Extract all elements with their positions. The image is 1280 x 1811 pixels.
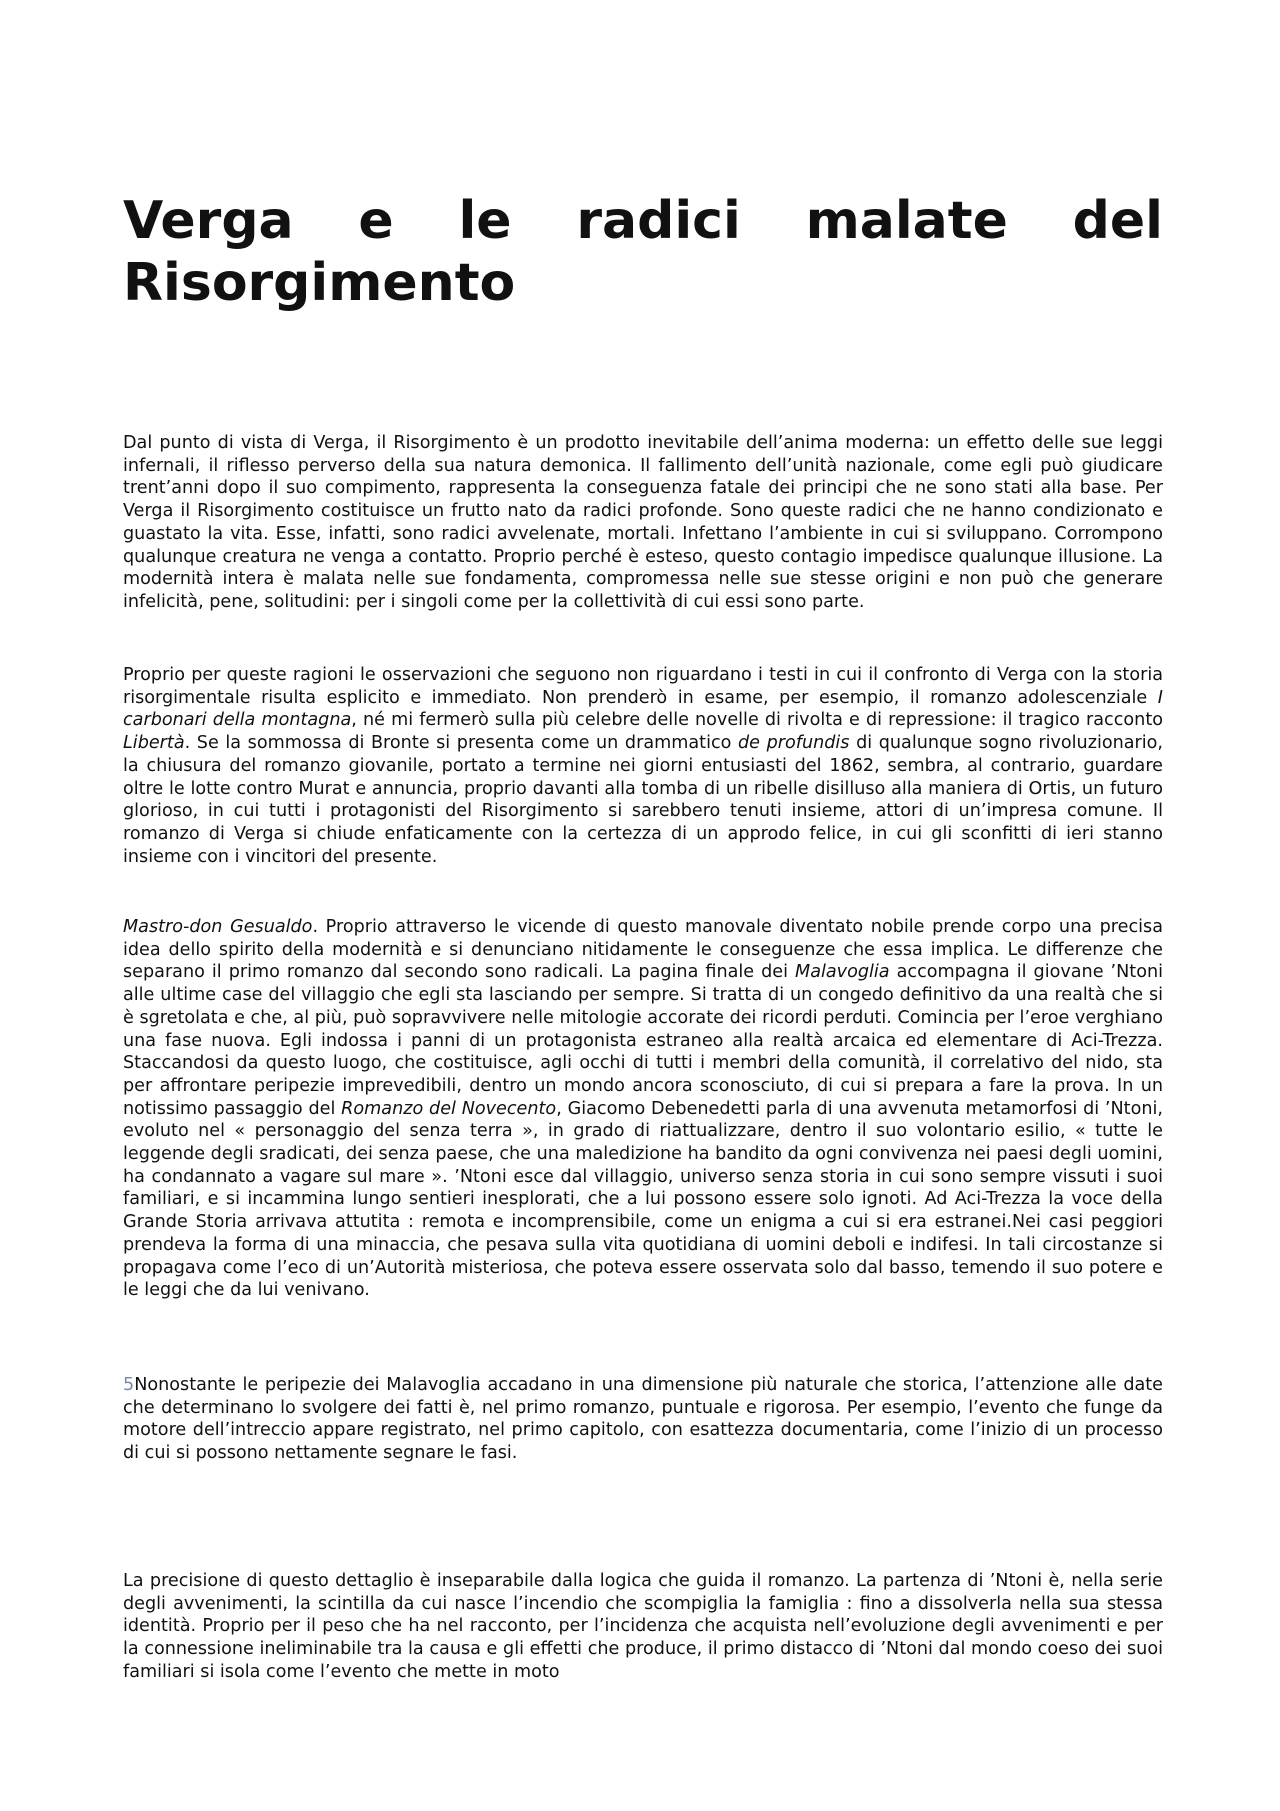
paragraph-2-text-a: Proprio per queste ragioni le osservazioni che seguono non riguardano i testi in cui il confronto di Verga con la storia risorgimentale risulta esplicito e immediato. Non prenderò in esame, per esempio, il romanzo adolescenziale	[123, 665, 1163, 708]
italic-title-romanzo-del-novecento: Romanzo del Novecento	[341, 1098, 557, 1119]
title-line-1: Verga e le radici malate del	[123, 191, 1163, 251]
paragraph-2-text-d: di qualunque sogno rivoluzionario, la chiusura del romanzo giovanile, portato a termine nei giorni entusiasti del 1862, sembra, al contrario, guardare oltre le lotte contro Murat e annuncia, proprio davanti alla tomba di un ribelle disilluso alla maniera di Ortis, un futuro glorioso, in cui tutti i protagonisti del Risorgimento si sarebbero tenuti insieme, attori di un’impresa comune. Il romanzo di Verga si chiude enfaticamente con la certezza di un approdo felice, in cui gli sconfitti di ieri stanno insieme con i vincitori del presente.	[123, 733, 1164, 867]
italic-de-profundis: de profundis	[738, 733, 850, 754]
footnote-marker: 5	[123, 1375, 135, 1395]
paragraph-2	[123, 664, 1163, 868]
paragraph-3	[123, 916, 1163, 1302]
paragraph-5: La precisione di questo dettaglio è inseparabile dalla logica che guida il romanzo. La partenza di ’Ntoni è, nella serie degli avvenimenti, la scintilla da cui nasce l’incendio che scompiglia la famiglia : fino a dissolverla nella sua stessa identità. Proprio per il peso che ha nel racconto, per l’incidenza che acquista nell’evoluzione degli avvenimenti e per la connessione ineliminabile tra la causa e gli effetti che produce, il primo distacco di ’Ntoni dal mondo coeso dei suoi familiari si isola come l’evento che mette in moto	[123, 1571, 1163, 1682]
paragraph-4	[123, 1374, 1163, 1465]
paragraph-3-text-a: . Proprio attraverso le vicende di questo manovale diventato nobile prende corpo una precisa idea dello spirito della modernità e si denunciano nitidamente le conseguenze che essa implica. Le differenze che separano il primo romanzo dal secondo sono radicali. La pagina finale dei	[123, 917, 1163, 983]
italic-title-malavoglia: Malavoglia	[795, 962, 890, 983]
title-line-2: Risorgimento	[123, 253, 516, 313]
paragraph-1: Dal punto di vista di Verga, il Risorgimento è un prodotto inevitabile dell’anima moderna: un effetto delle sue leggi infernali, il riflesso perverso della sua natura demonica. Il fallimento dell’unità nazionale, come egli può giudicare trent’anni dopo il suo compimento, rappresenta la conseguenza fatale dei principi che ne sono stati alla base. Per Verga il Risorgimento costituisce un frutto nato da radici profonde. Sono queste radici che ne hanno condizionato e guastato la vita. Esse, infatti, sono radici avvelenate, mortali. Infettano l’ambiente in cui si sviluppano. Corrompono qualunque creatura ne venga a contatto. Proprio perché è esteso, questo contagio impedisce qualunque illusione. La modernità intera è malata nelle sue fondamenta, compromessa nelle sue stesse origini e non può che generare infelicità, pene, solitudini: per i singoli come per la collettività di cui essi sono parte.	[123, 433, 1163, 612]
page-title	[123, 190, 1163, 314]
paragraph-3-text-b: accompagna il giovane ’Ntoni alle ultime case del villaggio che egli sta lasciando per sempre. Si tratta di un congedo definitivo da una realtà che si è sgretolata e che, al più, può sopravvivere nelle mitologie accorate dei ricordi perduti. Comincia per l’eroe verghiano una fase nuova. Egli indossa i panni di un protagonista estraneo alla realtà arcaica ed elementare di Aci-Trezza. Staccandosi da questo luogo, che costituisce, agli occhi di tutti i membri della comunità, il correlativo del nido, sta per affrontare peripezie imprevedibili, dentro un mondo ancora sconosciuto, di cui si prepara a fare la prova. In un notissimo passaggio del	[123, 962, 1163, 1119]
italic-title-mastro-don-gesualdo: Mastro-don Gesualdo	[123, 917, 313, 937]
paragraph-4-text: Nonostante le peripezie dei Malavoglia accadano in una dimensione più naturale che storica, l’attenzione alle date che determinano lo svolgere dei fatti è, nel primo romanzo, puntuale e rigorosa. Per esempio, l’evento che funge da motore dell’intreccio appare registrato, nel primo capitolo, con esattezza documentaria, come l’inizio di un processo di cui si possono nettamente segnare le fasi.	[123, 1375, 1163, 1464]
paragraph-3-text-c: , Giacomo Debenedetti parla di una avvenuta metamorfosi di ’Ntoni, evoluto nel « personaggio del senza terra », in grado di riattualizzare, dentro il suo volontario esilio, « tutte le leggende degli sradicati, dei senza paese, che una maledizione ha bandito da ogni convivenza nei paesi degli uomini, ha condannato a vagare sul mare ». ’Ntoni esce dal villaggio, universo senza storia in cui sono sempre vissuti i suoi familiari, e si incammina lungo sentieri inesplorati, che a lui possono essere solo ignoti. Ad Aci-Trezza la voce della Grande Storia arrivava attutita : remota e incomprensibile, come un enigma a cui si era estranei.Nei casi peggiori prendeva la forma di una minaccia, che pesava sulla vita quotidiana di uomini deboli e indifesi. In tali circostanze si propagava come l’eco di un’Autorità misteriosa, che poteva essere osservata solo dal basso, temendo il suo potere e le leggi che da lui venivano.	[123, 1098, 1163, 1301]
italic-title-liberta: Libertà	[123, 733, 185, 754]
paragraph-2-text-b: , né mi fermerò sulla più celebre delle novelle di rivolta e di repressione: il tragico racconto	[351, 710, 1163, 731]
paragraph-2-text-c: . Se la sommossa di Bronte si presenta come un drammatico	[184, 733, 738, 754]
italic-title-carbonari: I carbonari della montagna	[123, 687, 1163, 731]
